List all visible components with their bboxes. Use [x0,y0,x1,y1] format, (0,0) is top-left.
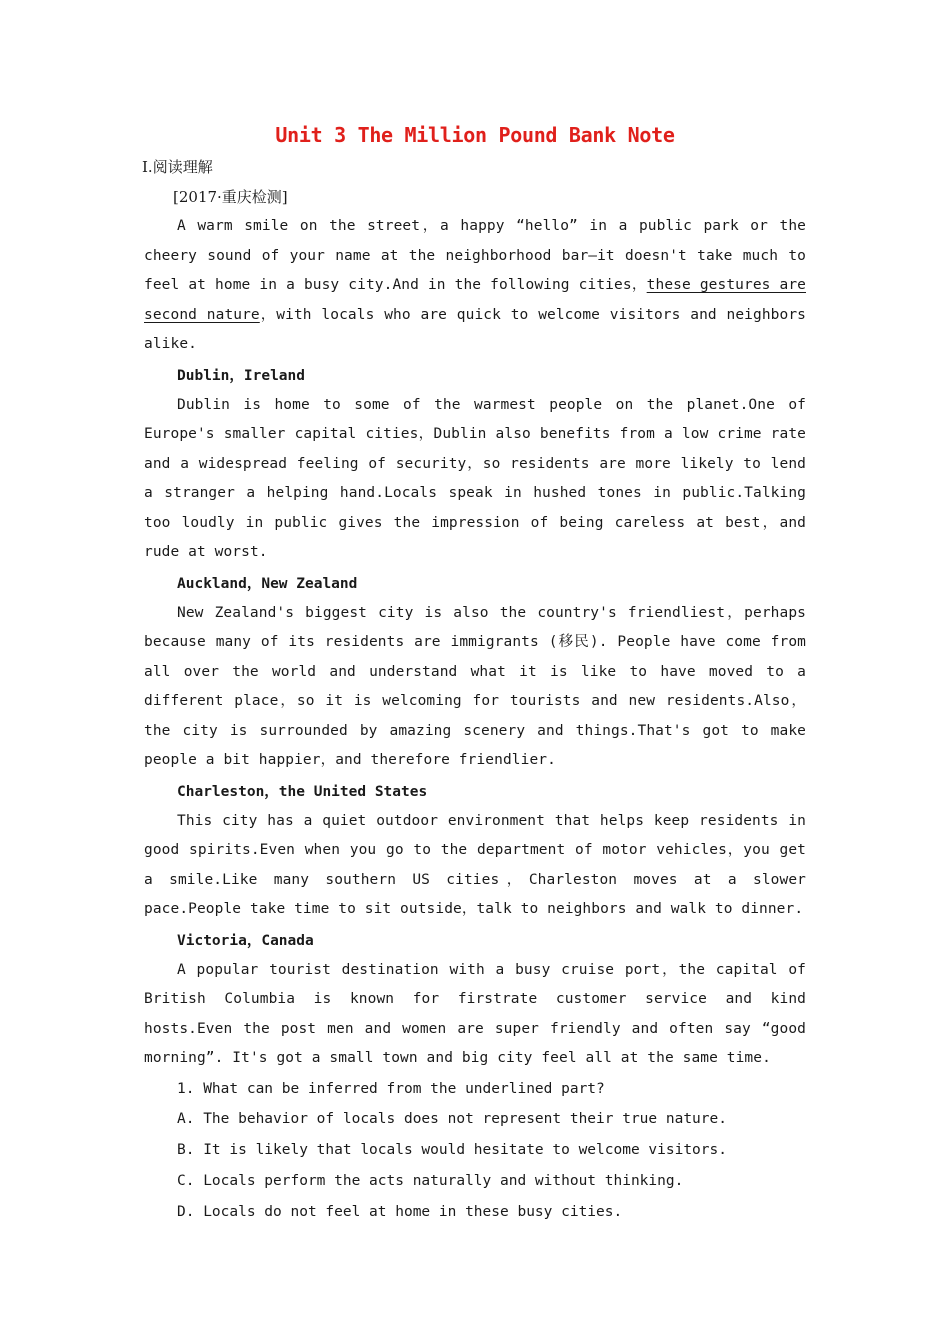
answer-option-a: A. The behavior of locals does not represent their true nature. [177,1111,727,1128]
city-heading-auckland: Auckland，New Zealand [177,575,358,592]
answer-option-b: B. It is likely that locals would hesitate to welcome visitors. [177,1142,727,1159]
answer-option-c: C. Locals perform the acts naturally and without thinking. [177,1172,684,1189]
question-stem: 1. What can be inferred from the underlined part? [177,1080,605,1097]
city-paragraph-charleston: This city has a quiet outdoor environment that helps keep residents in good spirits.Even when you go to the department of motor vehicles，you get a smile.Like many southern US cities，Charleston moves at a slower pace.People take time to sit outside，talk to neighbors and walk to dinner. [144,812,806,917]
page-title: Unit 3 The Million Pound Bank Note [275,123,675,147]
city-paragraph-victoria: A popular tourist destination with a busy cruise port，the capital of British Columbia is known for firstrate customer service and kind hosts.Even the post men and women are super friendly and often say “good morning”. It's got a small town and big city feel all at the same time. [144,961,806,1066]
city-paragraph-dublin: Dublin is home to some of the warmest people on the planet.One of Europe's smaller capital cities，Dublin also benefits from a low crime rate and a widespread feeling of security，so residents are more likely to lend a stranger a helping hand.Locals speak in hushed tones in public.Talking too loudly in public gives the impression of being careless at best，and rude at worst. [144,396,806,560]
intro-text-before: A warm smile on the street，a happy “hello” in a public park or the cheery sound of your name at the neighborhood bar—it doesn't take much to feel at home in a busy city.And in the following cities， [144,218,806,293]
section-label: Ⅰ.阅读理解 [142,158,213,176]
document-page [144,118,806,1227]
source-label: [2017·重庆检测] [173,188,288,206]
city-heading-charleston: Charleston，the United States [177,783,428,800]
city-heading-victoria: Victoria，Canada [177,932,314,949]
underlined-phrase: these gestures are second nature [144,277,806,323]
intro-paragraph [144,212,806,360]
city-heading-dublin: Dublin，Ireland [177,367,305,384]
answer-option-d: D. Locals do not feel at home in these busy cities. [177,1203,623,1220]
intro-text-after: ，with locals who are quick to welcome visitors and neighbors alike. [144,306,806,352]
city-paragraph-auckland: New Zealand's biggest city is also the country's friendliest，perhaps because many of its residents are immigrants (移民). People have come from all over the world and understand what it is like to have moved to a different place，so it is welcoming for tourists and new residents.Also，the city is surrounded by amazing scenery and things.That's got to make people a bit happier，and therefore friendlier. [144,604,806,768]
